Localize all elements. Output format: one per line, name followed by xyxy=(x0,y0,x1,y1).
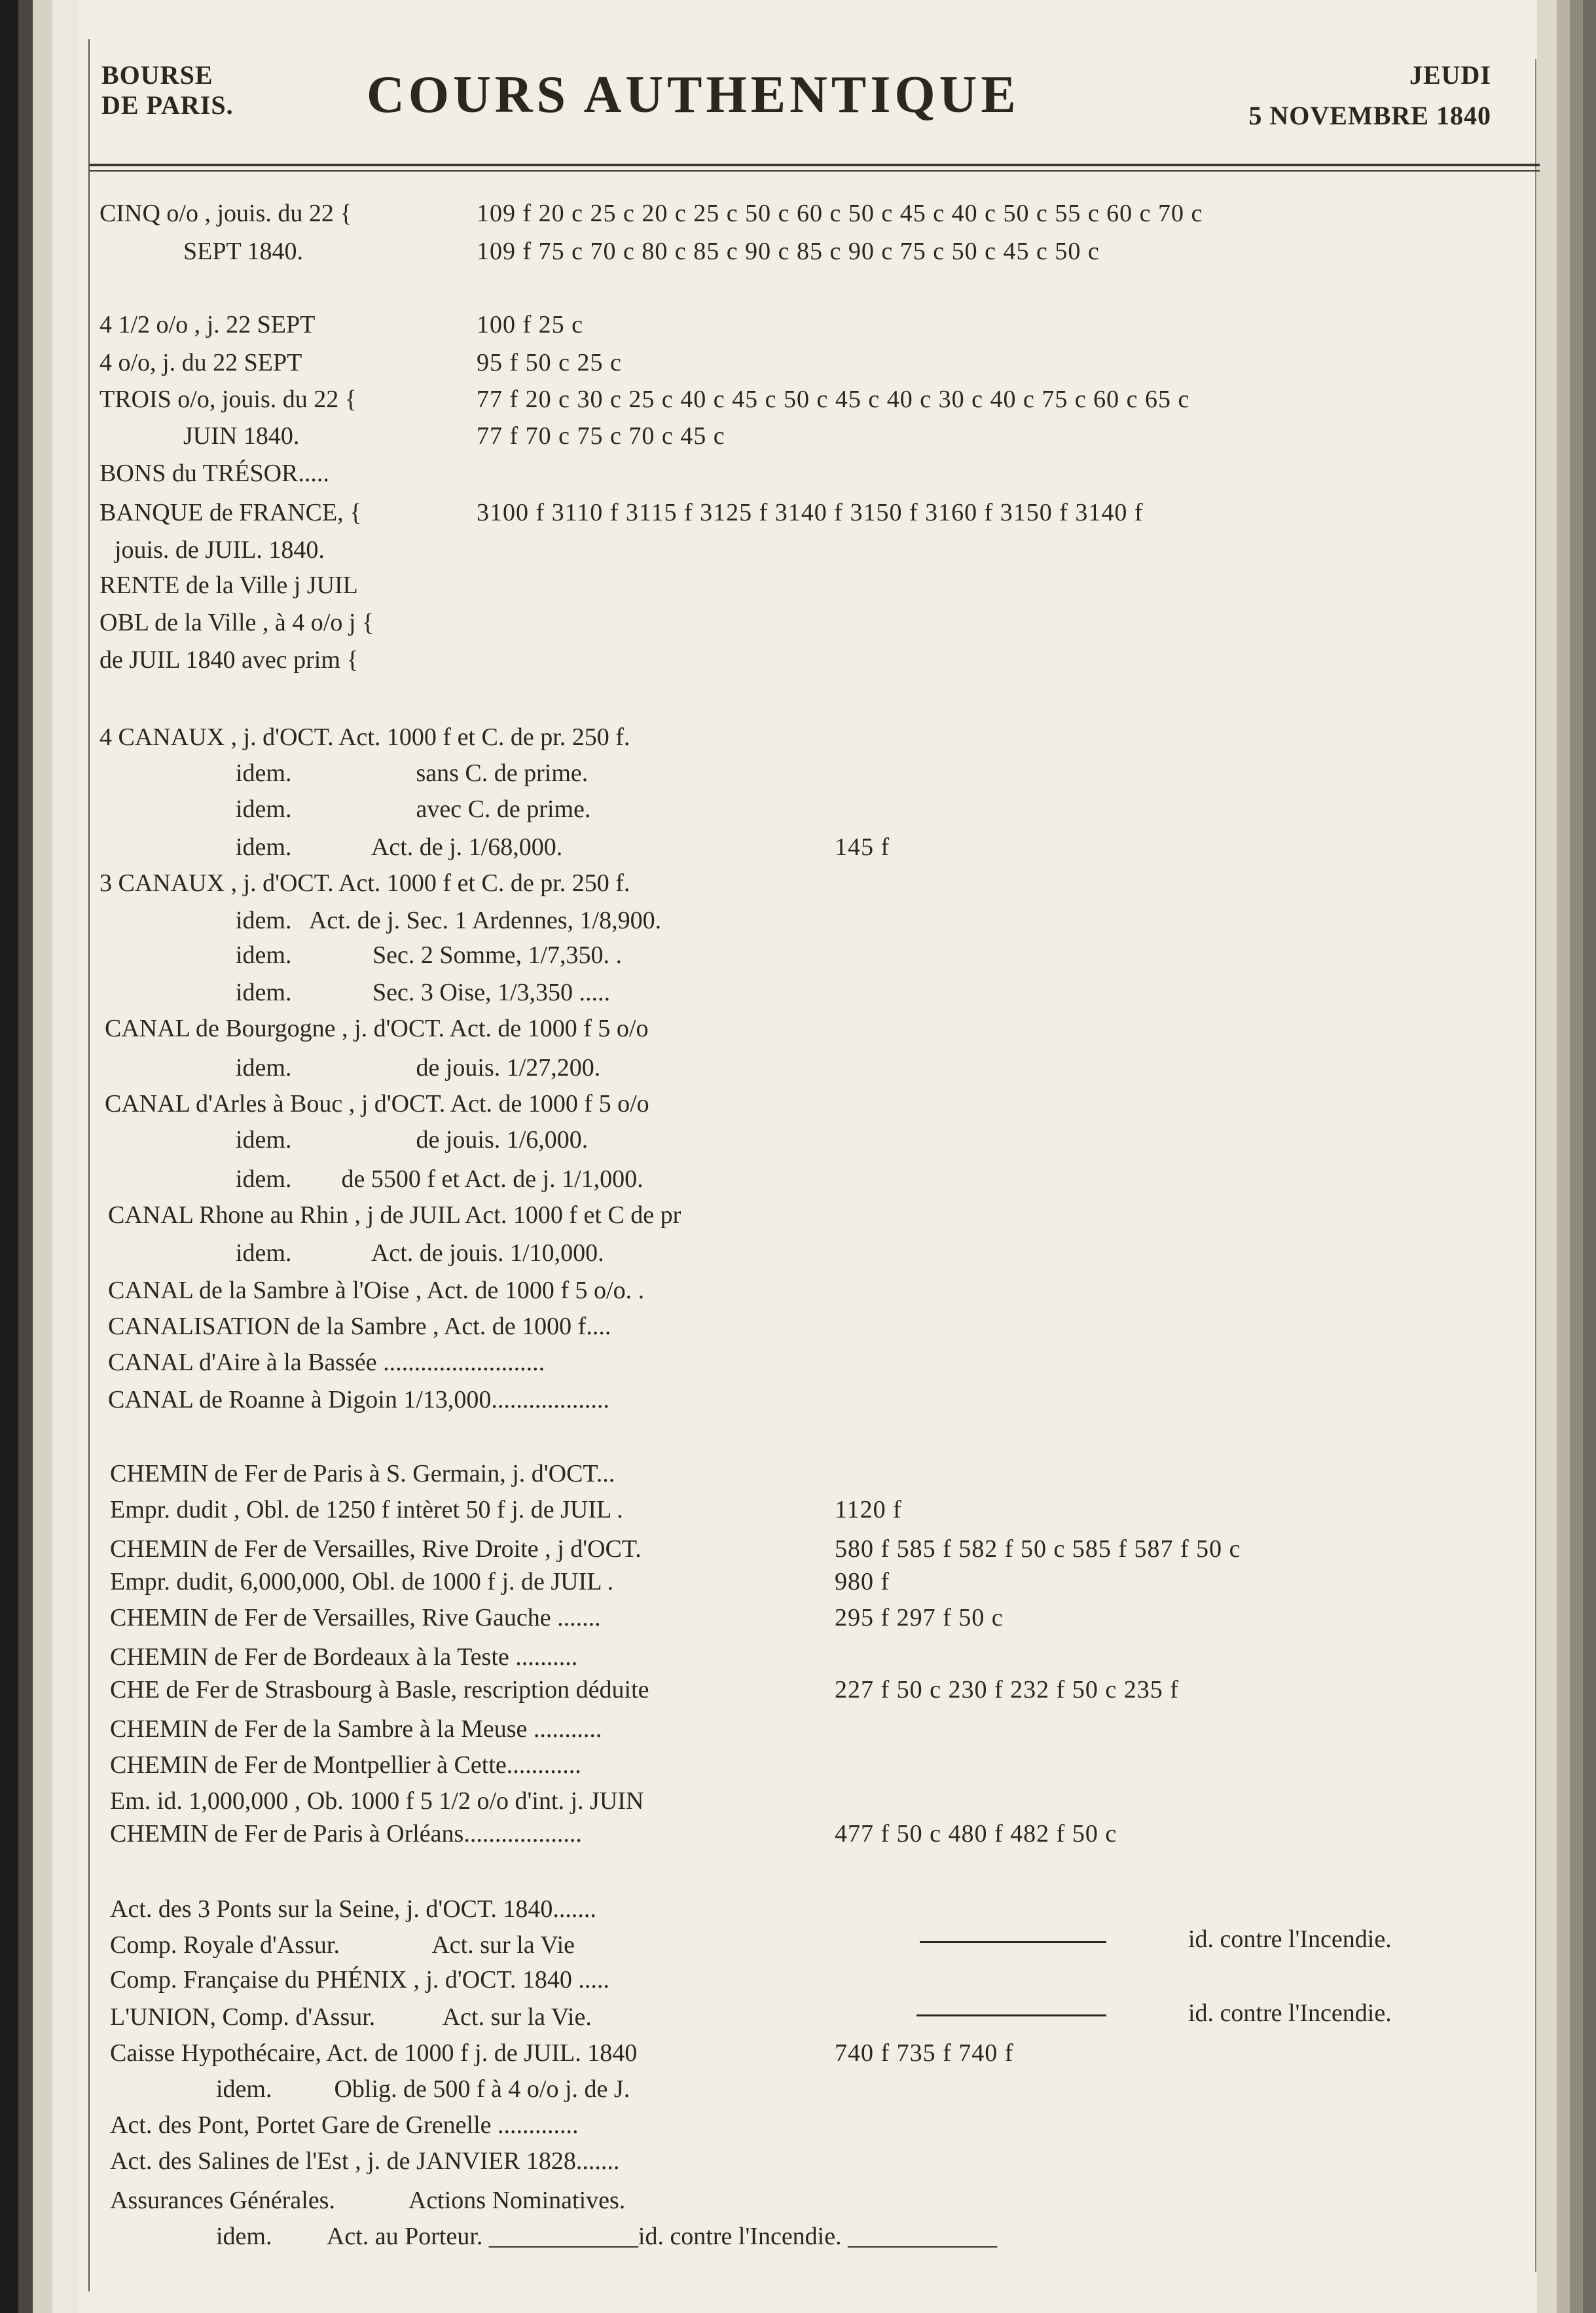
table-row xyxy=(0,1051,1532,1085)
header-date: 5 NOVEMBRE 1840 xyxy=(1248,101,1491,130)
security-label: idem. de jouis. 1/6,000. xyxy=(236,1126,589,1154)
table-row xyxy=(0,903,1532,938)
security-label: idem. de 5500 f et Act. de j. 1/1,000. xyxy=(236,1165,644,1193)
table-row xyxy=(0,1601,1532,1635)
header-rule-thin xyxy=(90,170,1540,172)
table-row xyxy=(0,2108,1532,2142)
table-row xyxy=(0,606,1532,640)
table-row xyxy=(0,2072,1532,2106)
table-row xyxy=(0,1673,1532,1707)
price-quotes: 77 f 70 c 75 c 70 c 45 c xyxy=(477,422,725,450)
table-row xyxy=(0,1123,1532,1157)
security-label: TROIS o/o, jouis. du 22 { xyxy=(100,386,357,413)
price-quotes: 77 f 20 c 30 c 25 c 40 c 45 c 50 c 45 c 40 c 30 c 40 c 75 c 60 c 65 c xyxy=(477,386,1190,413)
page-title: COURS AUTHENTIQUE xyxy=(367,66,1020,124)
table-row xyxy=(0,308,1532,342)
table-row xyxy=(0,756,1532,790)
header-left-line2: DE PARIS. xyxy=(101,90,234,120)
security-label: SEPT 1840. xyxy=(183,238,304,265)
table-row xyxy=(0,456,1532,490)
royale-incendie-note: id. contre l'Incendie. xyxy=(1188,1925,1392,1953)
right-margin-rule xyxy=(1535,59,1536,2272)
table-row xyxy=(0,2183,1532,2217)
table-row xyxy=(0,234,1532,268)
security-label: idem. Sec. 3 Oise, 1/3,350 ..... xyxy=(236,979,611,1006)
security-label: CHEMIN de Fer de Montpellier à Cette............ xyxy=(110,1751,581,1779)
security-label: BONS du TRÉSOR..... xyxy=(100,460,329,487)
security-label: idem. avec C. de prime. xyxy=(236,795,591,823)
security-label: Act. des Pont, Portet Gare de Grenelle ............. xyxy=(110,2111,579,2139)
security-label: Empr. dudit, 6,000,000, Obl. de 1000 f j. de JUIL . xyxy=(110,1568,614,1595)
price-quotes: 980 f xyxy=(835,1568,890,1595)
table-row xyxy=(0,1309,1532,1343)
security-label: CANAL d'Aire à la Bassée .......................... xyxy=(108,1349,545,1376)
security-label: CANAL Rhone au Rhin , j de JUIL Act. 1000 f et C de pr xyxy=(108,1201,681,1229)
table-row xyxy=(0,1236,1532,1270)
security-label: idem. Act. au Porteur. ____________id. contre l'Incendie. ____________ xyxy=(216,2223,998,2250)
union-incendie-note: id. contre l'Incendie. xyxy=(1188,1999,1392,2027)
table-row xyxy=(0,346,1532,380)
security-label: JUIN 1840. xyxy=(183,422,300,450)
table-row xyxy=(0,382,1532,416)
table-row xyxy=(0,1383,1532,1417)
security-label: 4 CANAUX , j. d'OCT. Act. 1000 f et C. de pr. 250 f. xyxy=(100,723,630,751)
security-label: de JUIL 1840 avec prim { xyxy=(100,646,359,674)
table-row xyxy=(0,830,1532,864)
table-row xyxy=(0,2036,1532,2070)
price-quotes: 109 f 20 c 25 c 20 c 25 c 50 c 60 c 50 c 45 c 40 c 50 c 55 c 60 c 70 c xyxy=(477,200,1203,227)
security-label: idem. Sec. 2 Somme, 1/7,350. . xyxy=(236,941,623,969)
security-label: idem. de jouis. 1/27,200. xyxy=(236,1054,601,1082)
table-row xyxy=(0,1273,1532,1307)
table-row xyxy=(0,2219,1532,2253)
security-label: CHEMIN de Fer de la Sambre à la Meuse ........... xyxy=(110,1715,602,1743)
table-row xyxy=(0,643,1532,677)
security-label: Em. id. 1,000,000 , Ob. 1000 f 5 1/2 o/o d'int. j. JUIN xyxy=(110,1787,644,1815)
security-label: BANQUE de FRANCE, { xyxy=(100,499,362,526)
table-row xyxy=(0,1892,1532,1926)
header-left-line1: BOURSE xyxy=(101,60,213,90)
security-label: CHEMIN de Fer de Paris à Orléans................... xyxy=(110,1820,582,1848)
security-label: Caisse Hypothécaire, Act. de 1000 f j. de JUIL. 1840 xyxy=(110,2039,638,2067)
security-label: Empr. dudit , Obl. de 1250 f intèret 50 f j. de JUIL . xyxy=(110,1496,623,1523)
security-label: CHE de Fer de Strasbourg à Basle, rescription déduite xyxy=(110,1676,649,1703)
table-row xyxy=(0,1817,1532,1851)
royale-blank-rule xyxy=(920,1941,1106,1943)
table-row xyxy=(0,1565,1532,1599)
security-label: RENTE de la Ville j JUIL xyxy=(100,572,358,599)
table-row xyxy=(0,419,1532,453)
security-label: idem. sans C. de prime. xyxy=(236,759,589,787)
page-edge xyxy=(1537,0,1596,2313)
security-label: CHEMIN de Fer de Bordeaux à la Teste .......... xyxy=(110,1643,578,1671)
security-label: CINQ o/o , jouis. du 22 { xyxy=(100,200,352,227)
price-quotes: 145 f xyxy=(835,833,890,861)
security-label: OBL de la Ville , à 4 o/o j { xyxy=(100,609,374,636)
table-row xyxy=(0,1087,1532,1121)
table-row xyxy=(0,2144,1532,2178)
security-label: Act. des Salines de l'Est , j. de JANVIER 1828....... xyxy=(110,2147,620,2175)
union-blank-rule xyxy=(916,2014,1106,2016)
security-label: Act. des 3 Ponts sur la Seine, j. d'OCT. 1840....... xyxy=(110,1895,596,1923)
price-quotes: 227 f 50 c 230 f 232 f 50 c 235 f xyxy=(835,1676,1179,1703)
table-row xyxy=(0,533,1532,567)
price-quotes: 100 f 25 c xyxy=(477,311,584,338)
table-row xyxy=(0,196,1532,230)
price-quotes: 477 f 50 c 480 f 482 f 50 c xyxy=(835,1820,1117,1848)
price-quotes: 1120 f xyxy=(835,1496,902,1523)
security-label: CANAL de la Sambre à l'Oise , Act. de 1000 f 5 o/o. . xyxy=(108,1277,645,1304)
security-label: jouis. de JUIL. 1840. xyxy=(115,536,325,564)
table-row xyxy=(0,1748,1532,1782)
security-label: idem. Act. de j. Sec. 1 Ardennes, 1/8,900. xyxy=(236,907,662,934)
table-row xyxy=(0,568,1532,602)
table-row xyxy=(0,1963,1532,1997)
security-label: Comp. Française du PHÉNIX , j. d'OCT. 1840 ..... xyxy=(110,1966,609,1994)
security-label: idem. Act. de j. 1/68,000. xyxy=(236,833,563,861)
security-label: Comp. Royale d'Assur. Act. sur la Vie xyxy=(110,1931,575,1959)
header-day: JEUDI xyxy=(1409,60,1491,90)
security-label: idem. Act. de jouis. 1/10,000. xyxy=(236,1239,604,1267)
security-label: 4 o/o, j. du 22 SEPT xyxy=(100,349,302,376)
table-row xyxy=(0,792,1532,826)
table-row xyxy=(0,1784,1532,1818)
table-row xyxy=(0,866,1532,900)
table-row xyxy=(0,1457,1532,1491)
security-label: Assurances Générales. Actions Nominatives. xyxy=(110,2187,626,2214)
table-row xyxy=(0,975,1532,1010)
security-label: CANAL de Bourgogne , j. d'OCT. Act. de 1000 f 5 o/o xyxy=(105,1015,649,1042)
table-row xyxy=(0,938,1532,972)
table-row xyxy=(0,1011,1532,1046)
table-row xyxy=(0,1162,1532,1196)
security-label: L'UNION, Comp. d'Assur. Act. sur la Vie. xyxy=(110,2003,592,2031)
security-label: CANAL d'Arles à Bouc , j d'OCT. Act. de 1000 f 5 o/o xyxy=(105,1090,649,1118)
price-quotes: 740 f 735 f 740 f xyxy=(835,2039,1014,2067)
security-label: CHEMIN de Fer de Versailles, Rive Droite , j d'OCT. xyxy=(110,1535,642,1563)
security-label: 4 1/2 o/o , j. 22 SEPT xyxy=(100,311,316,338)
security-label: idem. Oblig. de 500 f à 4 o/o j. de J. xyxy=(216,2075,630,2103)
header-bourse xyxy=(101,60,234,120)
table-row xyxy=(0,1532,1532,1566)
table-row xyxy=(0,1345,1532,1379)
table-row xyxy=(0,1640,1532,1674)
price-quotes: 3100 f 3110 f 3115 f 3125 f 3140 f 3150 f 3160 f 3150 f 3140 f xyxy=(477,499,1144,526)
header-rule xyxy=(90,164,1540,166)
table-row xyxy=(0,1712,1532,1746)
price-quotes: 95 f 50 c 25 c xyxy=(477,349,622,376)
security-label: CANALISATION de la Sambre , Act. de 1000 f.... xyxy=(108,1313,611,1340)
security-label: CHEMIN de Fer de Versailles, Rive Gauche ....... xyxy=(110,1604,601,1631)
price-quotes: 109 f 75 c 70 c 80 c 85 c 90 c 85 c 90 c 75 c 50 c 45 c 50 c xyxy=(477,238,1100,265)
table-row xyxy=(0,1493,1532,1527)
table-row xyxy=(0,1198,1532,1232)
security-label: CHEMIN de Fer de Paris à S. Germain, j. d'OCT... xyxy=(110,1460,615,1487)
price-quotes: 295 f 297 f 50 c xyxy=(835,1604,1004,1631)
price-quotes: 580 f 585 f 582 f 50 c 585 f 587 f 50 c xyxy=(835,1535,1241,1563)
header-date-block xyxy=(1248,55,1491,136)
security-label: CANAL de Roanne à Digoin 1/13,000................... xyxy=(108,1386,609,1413)
table-row xyxy=(0,496,1532,530)
security-label: 3 CANAUX , j. d'OCT. Act. 1000 f et C. de pr. 250 f. xyxy=(100,869,630,897)
table-row xyxy=(0,720,1532,754)
